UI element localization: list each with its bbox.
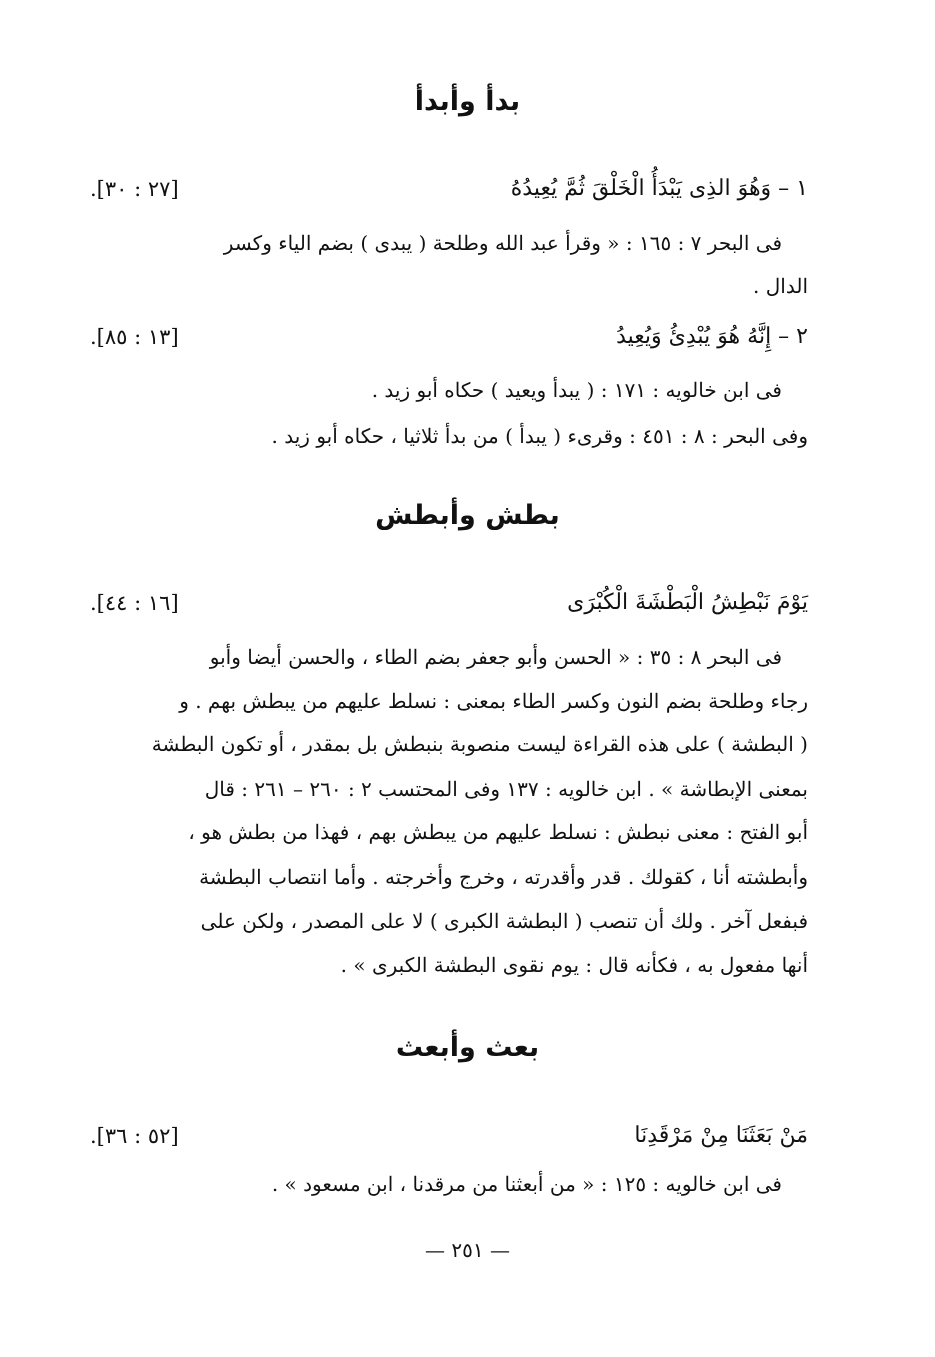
ayah-reference: .[٢٧ : ٣٠] xyxy=(90,177,179,201)
ayah-reference: .[٥٢ : ٣٦] xyxy=(90,1124,179,1148)
text-line: الدال . xyxy=(753,274,808,298)
ayah-line xyxy=(90,321,808,353)
text-line: فى ابن خالويه : ١٢٥ : « من أبعثنا من مرقدنا ، ابن مسعود » . xyxy=(271,1172,782,1196)
page-number: — ٢٥١ — xyxy=(425,1238,510,1262)
section-title: بعث وأبعث xyxy=(395,1032,540,1063)
text-line: وأبطشته أنا ، كقولك . قدر وأقدرته ، وخرج وأخرجته . وأما انتصاب البطشة xyxy=(199,865,808,889)
text-line: وفى البحر : ٨ : ٤٥١ : وقرىء ( يبدأ ) من بدأ ثلاثيا ، حكاه أبو زيد . xyxy=(271,424,808,448)
text-line: رجاء وطلحة بضم النون وكسر الطاء بمعنى : نسلط عليهم من يبطش بهم . و xyxy=(179,689,808,713)
text-line: أبو الفتح : معنى نبطش : نسلط عليهم من يبطش بهم ، فهذا من بطش هو ، xyxy=(188,820,808,844)
ayah-text: ١ – وَهُوَ الذِى يَبْدَأُ الْخَلْقَ ثُمَّ يُعِيدُهُ xyxy=(510,176,808,201)
ayah-text: مَنْ بَعَثَنَا مِنْ مَرْقَدِنَا xyxy=(634,1123,808,1148)
section-title: بطش وأبطش xyxy=(375,500,560,531)
ayah-line xyxy=(90,1120,808,1152)
ayah-line xyxy=(90,173,808,205)
section-title: بدأ وأبدأ xyxy=(414,86,521,117)
ayah-line xyxy=(90,587,808,619)
ayah-text: يَوْمَ نَبْطِشُ الْبَطْشَةَ الْكُبْرَى xyxy=(567,590,808,615)
text-line: فى البحر ٧ : ١٦٥ : « وقرأ عبد الله وطلحة ( يبدى ) بضم الياء وكسر xyxy=(223,231,782,255)
text-line: ( البطشة ) على هذه القراءة ليست منصوبة بنبطش بل بمقدر ، أو تكون البطشة xyxy=(151,732,808,756)
text-line: فى ابن خالويه : ١٧١ : ( يبدأ ويعيد ) حكاه أبو زيد . xyxy=(371,378,782,402)
text-line: فى البحر ٨ : ٣٥ : « الحسن وأبو جعفر بضم الطاء ، والحسن أيضا وأبو xyxy=(209,645,782,669)
ayah-reference: .[١٦ : ٤٤] xyxy=(90,591,179,615)
ayah-text: ٢ – إِنَّهُ هُوَ يُبْدِئُ وَيُعِيدُ xyxy=(616,324,808,349)
text-line: فبفعل آخر . ولك أن تنصب ( البطشة الكبرى ) لا على المصدر ، ولكن على xyxy=(200,909,808,933)
text-line: أنها مفعول به ، فكأنه قال : يوم نقوى البطشة الكبرى » . xyxy=(340,953,808,977)
text-line: بمعنى الإبطاشة » . ابن خالويه : ١٣٧ وفى المحتسب ٢ : ٢٦٠ – ٢٦١ : قال xyxy=(204,777,808,801)
ayah-reference: .[١٣ : ٨٥] xyxy=(90,325,179,349)
